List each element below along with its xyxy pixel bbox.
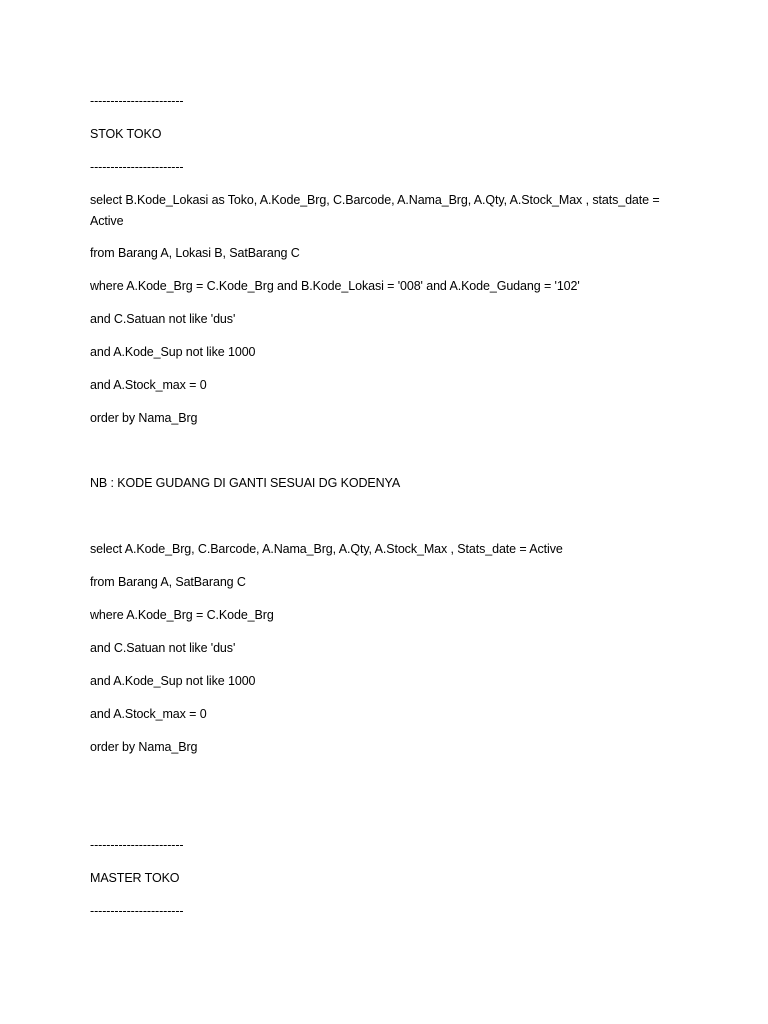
query-line-select: select B.Kode_Lokasi as Toko, A.Kode_Brg, C.Barcode, A.Nama_Brg, A.Qty, A.Stock_Max , stats_date = Active (90, 193, 663, 228)
query-line-from: from Barang A, Lokasi B, SatBarang C (90, 246, 300, 260)
separator-line: ----------------------- (90, 904, 184, 918)
query-line-and-satuan: and C.Satuan not like 'dus' (90, 641, 236, 655)
section-heading-master-toko: MASTER TOKO (90, 871, 180, 885)
query-line-and-kode-sup: and A.Kode_Sup not like 1000 (90, 674, 256, 688)
query-line-from: from Barang A, SatBarang C (90, 575, 246, 589)
query-line-and-stock-max: and A.Stock_max = 0 (90, 707, 207, 721)
separator-line: ----------------------- (90, 160, 184, 174)
query-line-select: select A.Kode_Brg, C.Barcode, A.Nama_Brg, A.Qty, A.Stock_Max , Stats_date = Active (90, 542, 563, 556)
separator-line: ----------------------- (90, 838, 184, 852)
query-line-and-kode-sup: and A.Kode_Sup not like 1000 (90, 345, 256, 359)
query-line-where: where A.Kode_Brg = C.Kode_Brg and B.Kode_Lokasi = '008' and A.Kode_Gudang = '102' (90, 279, 580, 293)
query-line-and-stock-max: and A.Stock_max = 0 (90, 378, 207, 392)
query-line-and-satuan: and C.Satuan not like 'dus' (90, 312, 236, 326)
section-heading-stok-toko: STOK TOKO (90, 127, 162, 141)
note-line: NB : KODE GUDANG DI GANTI SESUAI DG KODENYA (90, 476, 401, 490)
query-line-order-by: order by Nama_Brg (90, 740, 198, 754)
query-line-order-by: order by Nama_Brg (90, 411, 198, 425)
separator-line: ----------------------- (90, 94, 184, 108)
query-line-where: where A.Kode_Brg = C.Kode_Brg (90, 608, 274, 622)
